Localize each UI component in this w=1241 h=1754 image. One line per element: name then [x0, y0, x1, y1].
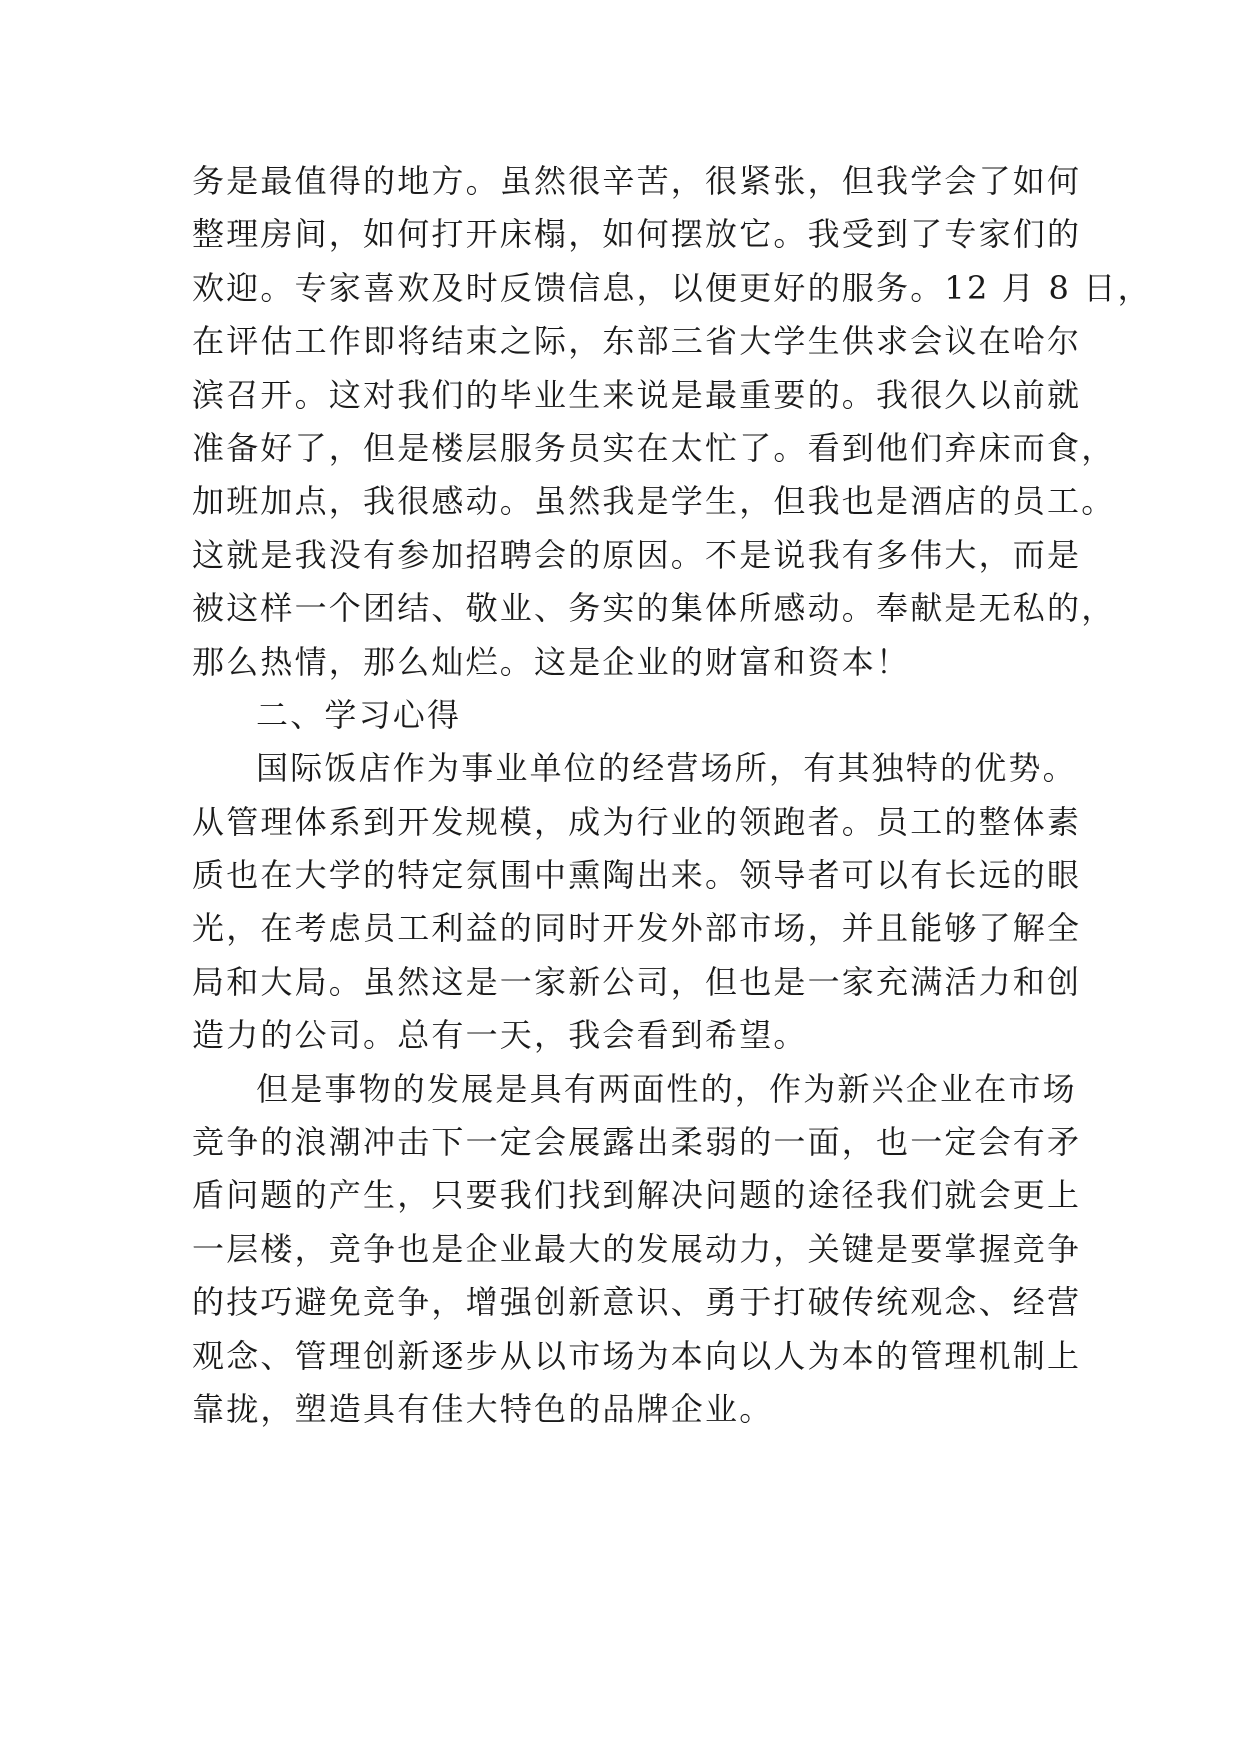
body-line: 国际饭店作为事业单位的经营场所，有其独特的优势。 — [256, 749, 1077, 788]
body-line: 准备好了，但是楼层服务员实在太忙了。看到他们弃床而食， — [192, 428, 1116, 467]
body-line: 质也在大学的特定氛围中熏陶出来。领导者可以有长远的眼 — [192, 856, 1082, 895]
document-body — [192, 155, 1152, 1436]
body-line: 整理房间，如何打开床榻，如何摆放它。我受到了专家们的 — [192, 215, 1082, 254]
body-line: 在评估工作即将结束之际，东部三省大学生供求会议在哈尔 — [192, 322, 1082, 361]
body-line: 观念、管理创新逐步从以市场为本向以人为本的管理机制上 — [192, 1336, 1082, 1375]
body-line: 务是最值得的地方。虽然很辛苦，很紧张，但我学会了如何 — [192, 162, 1082, 200]
body-line: 竞争的浪潮冲击下一定会展露出柔弱的一面，也一定会有矛 — [192, 1123, 1082, 1162]
body-line: 一层楼，竞争也是企业最大的发展动力，关键是要掌握竞争 — [192, 1229, 1082, 1268]
body-line: 滨召开。这对我们的毕业生来说是最重要的。我很久以前就 — [192, 375, 1082, 414]
body-line: 光，在考虑员工利益的同时开发外部市场，并且能够了解全 — [192, 909, 1082, 948]
body-line: 从管理体系到开发规模，成为行业的领跑者。员工的整体素 — [192, 802, 1082, 841]
body-line: 那么热情，那么灿烂。这是企业的财富和资本！ — [192, 642, 911, 681]
section-heading: 二、学习心得 — [256, 695, 462, 734]
body-line: 但是事物的发展是具有两面性的，作为新兴企业在市场 — [256, 1069, 1077, 1108]
body-line: 这就是我没有参加招聘会的原因。不是说我有多伟大，而是 — [192, 535, 1082, 574]
body-line: 的技巧避免竞争，增强创新意识、勇于打破传统观念、经营 — [192, 1283, 1082, 1322]
body-line: 局和大局。虽然这是一家新公司，但也是一家充满活力和创 — [192, 962, 1082, 1001]
body-line: 盾问题的产生，只要我们找到解决问题的途径我们就会更上 — [192, 1176, 1082, 1215]
body-line: 靠拢，塑造具有佳大特色的品牌企业。 — [192, 1389, 774, 1428]
body-line: 造力的公司。总有一天，我会看到希望。 — [192, 1016, 808, 1055]
body-line: 加班加点，我很感动。虽然我是学生，但我也是酒店的员工。 — [192, 482, 1116, 521]
body-line: 被这样一个团结、敬业、务实的集体所感动。奉献是无私的， — [192, 589, 1116, 628]
body-line: 欢迎。专家喜欢及时反馈信息，以便更好的服务。12 月 8 日， — [192, 268, 1152, 307]
